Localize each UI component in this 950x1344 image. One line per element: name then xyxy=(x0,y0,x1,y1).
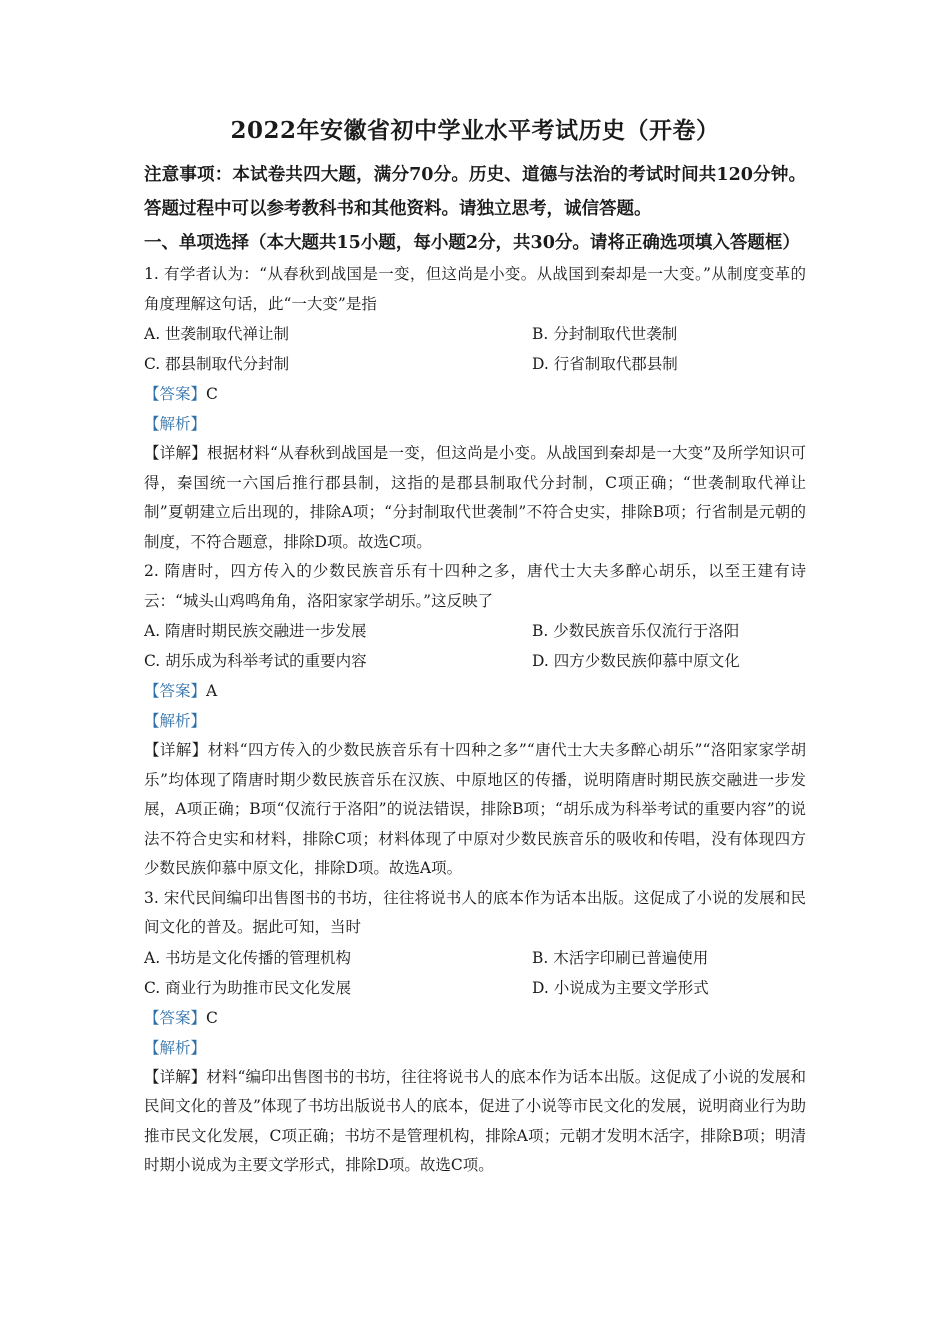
option-a: A. 世袭制取代禅让制 xyxy=(144,325,290,343)
detail-text: 根据材料“从春秋到战国是一变，但这尚是小变。从战国到秦却是一大变”及所学知识可得，秦国统一六国后推行郡县制，这指的是郡县制取代分封制，C项正确；“世袭制取代禅让制”夏朝建立后出现的，排除A项；“分封制取代世袭制”不符合史实，排除B项；行省制是元朝的制度，不符合题意，排除D项。故选C项。 xyxy=(144,444,806,551)
detail-text: 材料“四方传入的少数民族音乐有十四种之多”“唐代士大夫多醉心胡乐”“洛阳家家学胡乐”均体现了隋唐时期少数民族音乐在汉族、中原地区的传播，说明隋唐时期民族交融进一步发展，A项正确；B项“仅流行于洛阳”的说法错误，排除B项；“胡乐成为科举考试的重要内容”的说法不符合史实和材料，排除C项；材料体现了中原对少数民族音乐的吸收和传唱，没有体现四方少数民族仰慕中原文化，排除D项。故选A项。 xyxy=(144,741,806,877)
answer-value: A xyxy=(206,682,218,700)
option-b: B. 分封制取代世袭制 xyxy=(532,325,678,343)
question-block xyxy=(144,884,806,1181)
option-d: D. 四方少数民族仰慕中原文化 xyxy=(532,652,740,670)
option-d: D. 行省制取代郡县制 xyxy=(532,355,678,373)
detail-paragraph xyxy=(144,1063,806,1181)
option-b: B. 少数民族音乐仅流行于洛阳 xyxy=(532,622,740,640)
analysis-tag: 【解析】 xyxy=(144,415,207,433)
question-stem: 3. 宋代民间编印出售图书的书坊，往往将说书人的底本作为话本出版。这促成了小说的发展和民间文化的普及。据此可知，当时 xyxy=(144,888,806,936)
question-block xyxy=(144,557,806,884)
page-title: 2022年安徽省初中学业水平考试历史（开卷） xyxy=(230,117,720,144)
detail-tag: 【详解】 xyxy=(144,741,208,759)
detail-tag: 【详解】 xyxy=(144,1067,207,1086)
option-d: D. 小说成为主要文学形式 xyxy=(532,978,709,997)
analysis-line xyxy=(144,706,806,736)
option-a: A. 隋唐时期民族交融进一步发展 xyxy=(144,622,367,640)
option-grid xyxy=(144,616,806,676)
detail-tag: 【详解】 xyxy=(144,444,208,462)
analysis-line xyxy=(144,409,806,439)
question-stem: 1. 有学者认为：“从春秋到战国是一变，但这尚是小变。从战国到秦却是一大变。”从制度变革的角度理解这句话，此“一大变”是指 xyxy=(144,265,806,313)
answer-tag: 【答案】 xyxy=(144,1008,207,1027)
answer-line xyxy=(144,379,806,409)
detail-paragraph xyxy=(144,439,806,557)
section-heading: 一、单项选择（本大题共15小题，每小题2分，共30分。请将正确选项填入答题框） xyxy=(144,233,800,253)
analysis-tag: 【解析】 xyxy=(144,712,207,730)
answer-value: C xyxy=(206,385,218,403)
analysis-tag: 【解析】 xyxy=(144,1038,207,1057)
option-c: C. 郡县制取代分封制 xyxy=(144,355,290,373)
option-b: B. 木活字印刷已普遍使用 xyxy=(532,948,709,967)
answer-line xyxy=(144,676,806,706)
answer-line xyxy=(144,1003,806,1033)
option-c: C. 胡乐成为科举考试的重要内容 xyxy=(144,652,367,670)
option-a: A. 书坊是文化传播的管理机构 xyxy=(144,948,352,967)
answer-value: C xyxy=(206,1008,218,1027)
question-block xyxy=(144,260,806,557)
detail-text: 材料“编印出售图书的书坊，往往将说书人的底本作为话本出版。这促成了小说的发展和民间文化的普及”体现了书坊出版说书人的底本，促进了小说等市民文化的发展，说明商业行为助推市民文化发展，C项正确；书坊不是管理机构，排除A项；元朝才发明木活字，排除B项；明清时期小说成为主要文学形式，排除D项。故选C项。 xyxy=(144,1067,806,1174)
exam-page xyxy=(144,112,806,1181)
option-c: C. 商业行为助推市民文化发展 xyxy=(144,978,352,997)
option-grid xyxy=(144,943,806,1003)
analysis-line xyxy=(144,1033,806,1063)
answer-tag: 【答案】 xyxy=(144,682,207,700)
answer-tag: 【答案】 xyxy=(144,385,207,403)
exam-notice: 注意事项：本试卷共四大题，满分70分。历史、道德与法治的考试时间共120分钟。答题过程中可以参考教科书和其他资料。请独立思考，诚信答题。 xyxy=(144,165,806,219)
detail-paragraph xyxy=(144,736,806,884)
question-stem: 2. 隋唐时，四方传入的少数民族音乐有十四种之多，唐代士大夫多醉心胡乐，以至王建有诗云：“城头山鸡鸣角角，洛阳家家学胡乐。”这反映了 xyxy=(144,562,806,610)
option-grid xyxy=(144,319,806,379)
